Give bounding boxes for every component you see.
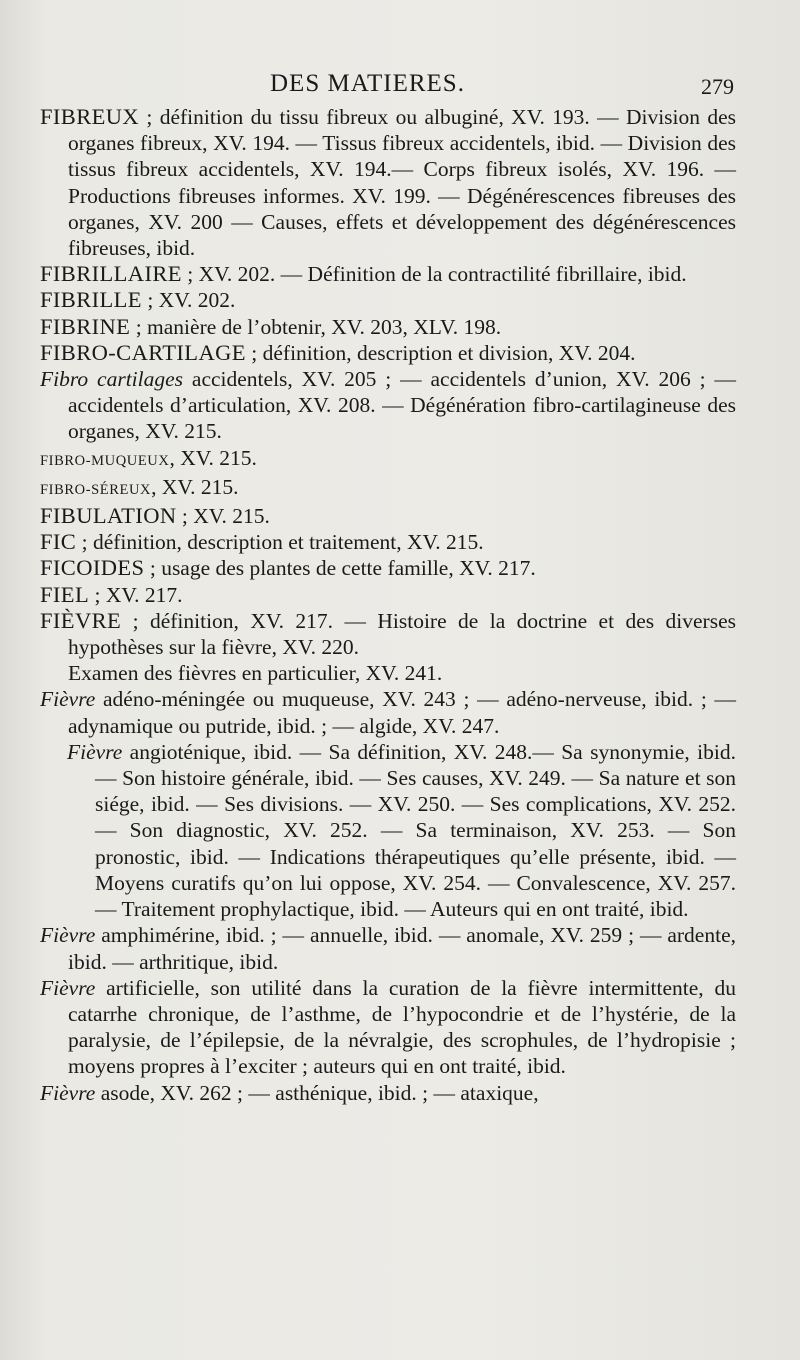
index-entry-fibro-sereux (40, 474, 736, 503)
index-entry-fievre-angiotenique (40, 739, 736, 922)
entry-text: accidentels, XV. 205 ; — accidentels d’union, XV. 206 ; — accidentels d’articulation, XV. 208. — Dégénération fibro-cartilagineuse des organes, XV. 215. (68, 367, 736, 444)
index-entry-fibro-muqueux (40, 445, 736, 474)
headword: FIBRILLE (40, 287, 142, 313)
running-title: DES MATIERES. (270, 70, 465, 97)
index-entry-fibro-cartilages-accidentels (40, 366, 736, 445)
entry-text: amphimérine, ibid. ; — annuelle, ibid. — anomale, XV. 259 ; — ardente, ibid. — arthritique, ibid. (68, 923, 736, 974)
headword: FICOIDES (40, 555, 145, 581)
entry-text: ; XV. 215. (176, 504, 270, 529)
index-entry-fievre-asode (40, 1080, 736, 1106)
headword-italic: Fièvre (40, 975, 96, 1000)
headword: FIBREUX (40, 104, 140, 129)
headword-small-caps: FIBRO-SÉREUX (40, 481, 152, 498)
entry-text: ; définition, XV. 217. — Histoire de la doctrine et des diverses hypothèses sur la fièvre, XV. 220. (68, 608, 736, 660)
entry-text: ; XV. 202. — Définition de la contractilité fibrillaire, ibid. (181, 262, 687, 287)
index-entry-fibreux (40, 104, 736, 261)
index-entry-fiel (40, 582, 736, 608)
headword-italic: Fièvre (40, 687, 96, 712)
headword-italic: Fièvre (40, 923, 96, 948)
headword: FIÈVRE (40, 607, 122, 633)
headword: FIEL (40, 581, 90, 607)
entry-text: ; définition du tissu fibreux ou albuginé, XV. 193. — Division des organes fibreux, XV. 194. — Tissus fibreux accidentels, ibid. — Division des tissus fibreux accidentels, XV. 194.— Corps fibreux isolés, XV. 196. — Productions fibreuses informes. XV. 199. — Dégénérescences fibreuses des organes, XV. 200 — Causes, effets et développement des dégénérescences fibreuses, ibid. (68, 105, 736, 261)
page-header (0, 70, 800, 104)
headword: FIBRILLAIRE (40, 261, 182, 287)
index-entry-fievre-adeno-meningee (40, 686, 736, 738)
index-entry-fibrillaire (40, 261, 736, 287)
index-entry-fievre-artificielle (40, 975, 736, 1080)
headword: FIC (40, 529, 77, 555)
index-entry-fibro-cartilage (40, 340, 736, 366)
headword-italic: Fièvre (67, 739, 123, 764)
headword-italic: Fibro cartilages (40, 367, 184, 392)
headword: FIBRO-CARTILAGE (40, 339, 246, 365)
index-entries (40, 104, 736, 1106)
index-entry-fibrine (40, 314, 736, 340)
entry-text: ; XV. 217. (89, 582, 183, 607)
entry-continuation: Examen des fièvres en particulier, XV. 241. (68, 661, 443, 686)
index-entry-fievre-amphimerine (40, 922, 736, 974)
entry-text: ; définition, description et traitement, XV. 215. (76, 530, 484, 555)
entry-text: artificielle, son utilité dans la curation de la fièvre intermittente, du catarrhe chronique, de l’asthme, de l’hypocondrie et de l’hystérie, de la paralysie, de l’épilepsie, de la névralgie, des scrophules, de l’hydropisie ; moyens propres à l’exciter ; auteurs qui en ont traité, ibid. (68, 975, 736, 1079)
index-entry-fic (40, 529, 736, 555)
headword: FIBRINE (40, 313, 131, 339)
entry-text: ; définition, description et division, XV. 204. (245, 340, 636, 365)
headword-small-caps: FIBRO-MUQUEUX (40, 452, 170, 469)
entry-text: ; usage des plantes de cette famille, XV. 217. (144, 556, 536, 581)
index-entry-fibulation (40, 503, 736, 529)
entry-text: angioténique, ibid. — Sa définition, XV. 248.— Sa synonymie, ibid. (122, 739, 736, 764)
entry-text: adéno-méningée ou muqueuse, XV. 243 ; — adéno-nerveuse, ibid. ; — adynamique ou putride, ibid. ; — algide, XV. 247. (68, 687, 736, 738)
page-number: 279 (701, 74, 734, 99)
headword: FIBULATION (40, 503, 177, 529)
entry-text: , XV. 215. (169, 445, 257, 470)
entry-continuation: — Son histoire générale, ibid. — Ses causes, XV. 249. — Sa nature et son siége, ibid. — Ses divisions. — XV. 250. — Ses complications, XV. 252. — Son diagnostic, XV. 252. — Sa terminaison, XV. 253. — Son pronostic, ibid. — Indications thérapeutiques qu’elle présente, ibid. — Moyens curatifs qu’on lui oppose, XV. 254. — Convalescence, XV. 257. — Traitement prophylactique, ibid. — Auteurs qui en ont traité, ibid. (95, 766, 736, 922)
headword-italic: Fièvre (40, 1080, 96, 1105)
index-entry-fievre (40, 608, 736, 687)
entry-text: , XV. 215. (151, 474, 239, 499)
entry-text: asode, XV. 262 ; — asthénique, ibid. ; — ataxique, (95, 1080, 539, 1105)
entry-text: ; manière de l’obtenir, XV. 203, XLV. 198. (130, 314, 502, 339)
index-entry-ficoides (40, 555, 736, 581)
index-entry-fibrille (40, 287, 736, 313)
entry-text: ; XV. 202. (141, 288, 236, 313)
